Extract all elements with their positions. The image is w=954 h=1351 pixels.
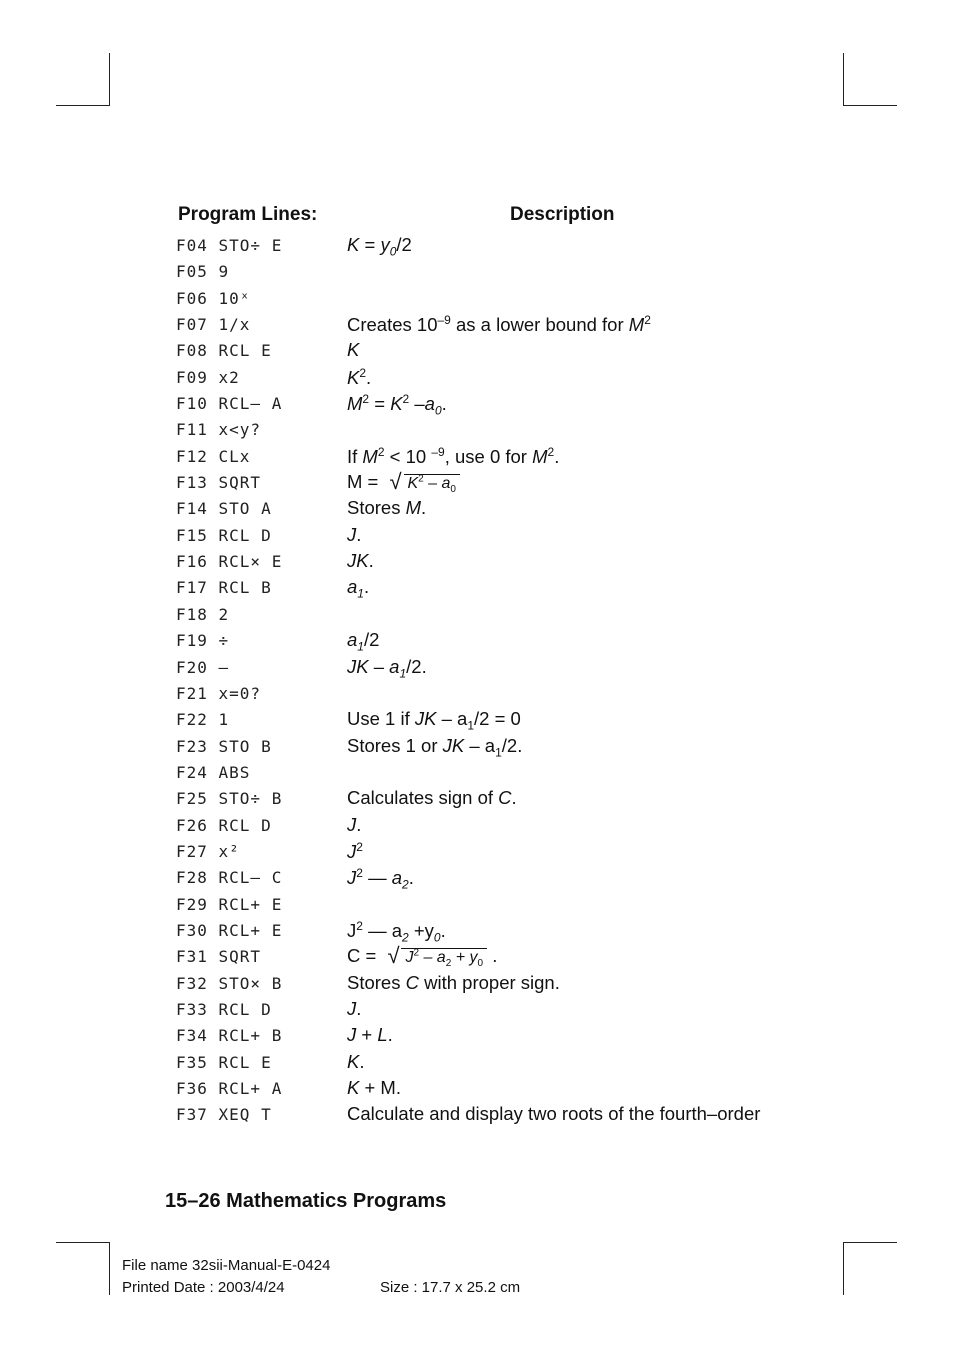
program-line-description: J + L.: [347, 1024, 393, 1046]
program-line-description: JK.: [347, 550, 374, 572]
program-line-description: Stores 1 or JK – $a_1/2$.: [347, 734, 523, 760]
program-line-code: F04 STO÷ E: [176, 236, 283, 255]
program-line-code: F37 XEQ T: [176, 1105, 272, 1125]
program-line-code: F15 RCL D: [176, 525, 272, 545]
program-line-description: Stores C with proper sign.: [347, 971, 560, 993]
program-line-code: F28 RCL– C: [176, 868, 283, 888]
program-line-description: J.: [347, 997, 362, 1019]
program-line: [176, 629, 816, 655]
program-line: [176, 366, 816, 392]
program-line: [176, 260, 816, 286]
program-line: [176, 471, 816, 497]
program-line-code: F32 STO× B: [176, 973, 283, 993]
program-line-description: J.: [347, 523, 362, 545]
program-line-code: F07 1/x: [176, 315, 251, 335]
program-line-code: F23 STO B: [176, 736, 272, 756]
program-line: [176, 761, 816, 787]
program-line-description: M = √ $K^2 - a_0$: [347, 471, 460, 495]
program-line: [176, 1103, 816, 1129]
crop-mark: [56, 1242, 110, 1243]
program-line-code: F34 RCL+ B: [176, 1026, 283, 1046]
program-line-description: If $M^2 < 10$ $^{-9}$, use 0 for $M^2$.: [347, 444, 560, 467]
program-line-code: F05 9: [176, 262, 230, 282]
program-line-description: J.: [347, 813, 362, 835]
program-line: [176, 866, 816, 892]
program-line-description: Calculates sign of C.: [347, 787, 517, 809]
program-line-code: F16 RCL× E: [176, 552, 283, 572]
program-lines-header: Program Lines:: [178, 204, 318, 225]
program-table: [176, 234, 816, 1130]
program-line: [176, 339, 816, 365]
program-line-code: F14 STO A: [176, 499, 272, 519]
program-line: [176, 524, 816, 550]
crop-mark: [843, 105, 897, 106]
program-line: [176, 287, 816, 313]
file-name: File name 32sii-Manual-E-0424: [122, 1257, 331, 1274]
program-line-code: F33 RCL D: [176, 999, 272, 1019]
program-line: [176, 392, 816, 418]
program-line-description: C = √ $J^2 - a_2 + y_0$ .: [347, 943, 498, 970]
program-line: [176, 1024, 816, 1050]
program-line-description: $K^2$.: [347, 365, 372, 388]
program-line-description: $K = y_0/2$: [347, 234, 412, 259]
program-line: [176, 998, 816, 1024]
page-size: Size : 17.7 x 25.2 cm: [380, 1279, 521, 1296]
program-line-description: Calculate and display two roots of the fourth–order: [347, 1103, 761, 1125]
program-line-code: F11 x<y?: [176, 420, 262, 440]
crop-mark: [843, 53, 844, 106]
program-line-code: F26 RCL D: [176, 815, 272, 835]
program-line-description: Creates $10^{-9}$ as a lower bound for $M^2$: [347, 313, 651, 336]
program-line-code: F29 RCL+ E: [176, 894, 283, 914]
program-line: [176, 735, 816, 761]
program-line: [176, 1051, 816, 1077]
program-line-code: F13 SQRT: [176, 473, 262, 493]
program-line-description: $J^2$ — $a_2$.: [347, 866, 414, 893]
description-header: Description: [510, 204, 615, 225]
program-line: [176, 234, 816, 260]
program-line: [176, 576, 816, 602]
program-line-code: F06 10ˣ: [176, 288, 251, 308]
program-line-code: F12 CLx: [176, 446, 251, 466]
program-line-description: K: [347, 339, 360, 361]
program-line: [176, 497, 816, 523]
program-line-description: $a_1$.: [347, 576, 370, 602]
program-line: [176, 656, 816, 682]
program-line: [176, 603, 816, 629]
sqrt-expression-c: $J^2 - a_2 + y_0$: [401, 948, 487, 966]
crop-mark: [56, 105, 110, 106]
program-line: [176, 445, 816, 471]
program-line: [176, 840, 816, 866]
program-line-description: Stores M.: [347, 497, 427, 519]
program-line-code: F08 RCL E: [176, 341, 272, 361]
program-line-code: F10 RCL– A: [176, 394, 283, 414]
program-line: [176, 550, 816, 576]
program-line-description: $M^2 = K^2$ $-a_0$.: [347, 392, 447, 418]
crop-mark: [109, 1242, 110, 1295]
program-line: [176, 919, 816, 945]
program-line-description: $J^2$: [347, 839, 363, 863]
program-line-description: Use 1 if JK – $a_1/2 = 0$: [347, 708, 521, 733]
program-line-code: F35 RCL E: [176, 1052, 272, 1072]
program-line-code: F21 x=0?: [176, 683, 262, 703]
program-line-code: F17 RCL B: [176, 578, 272, 598]
printed-date: Printed Date : 2003/4/24: [122, 1279, 285, 1296]
program-line-code: F27 x²: [176, 841, 240, 861]
program-line: [176, 787, 816, 813]
program-line: [176, 945, 816, 971]
sqrt-expression-m: $K^2 - a_0$: [404, 474, 460, 492]
program-line-code: F24 ABS: [176, 762, 251, 782]
program-line-code: F25 STO÷ B: [176, 789, 283, 809]
program-line: [176, 893, 816, 919]
program-line: [176, 972, 816, 998]
program-line-code: F22 1: [176, 710, 230, 730]
program-line-description: K.: [347, 1050, 365, 1072]
program-line-code: F30 RCL+ E: [176, 920, 283, 940]
program-line: [176, 682, 816, 708]
program-line-code: F19 ÷: [176, 631, 230, 651]
crop-mark: [109, 53, 110, 106]
crop-mark: [843, 1242, 897, 1243]
program-line-description: $a_1/2$: [347, 629, 380, 654]
program-line: [176, 418, 816, 444]
program-line-code: F20 –: [176, 657, 230, 677]
crop-mark: [843, 1242, 844, 1295]
program-line-code: F09 x2: [176, 367, 240, 387]
program-line-code: F18 2: [176, 604, 230, 624]
program-line: [176, 708, 816, 734]
program-line: [176, 814, 816, 840]
program-line: [176, 1077, 816, 1103]
program-line-code: F31 SQRT: [176, 947, 262, 967]
program-line: [176, 313, 816, 339]
program-line-description: JK – $a_1/2$.: [347, 655, 427, 681]
page-footer-title: 15–26 Mathematics Programs: [165, 1190, 447, 1212]
program-line-code: F36 RCL+ A: [176, 1079, 283, 1098]
program-line-description: $J^2$ — $a_2 +y_0$.: [347, 918, 446, 945]
program-line-description: K + M.: [347, 1077, 401, 1098]
